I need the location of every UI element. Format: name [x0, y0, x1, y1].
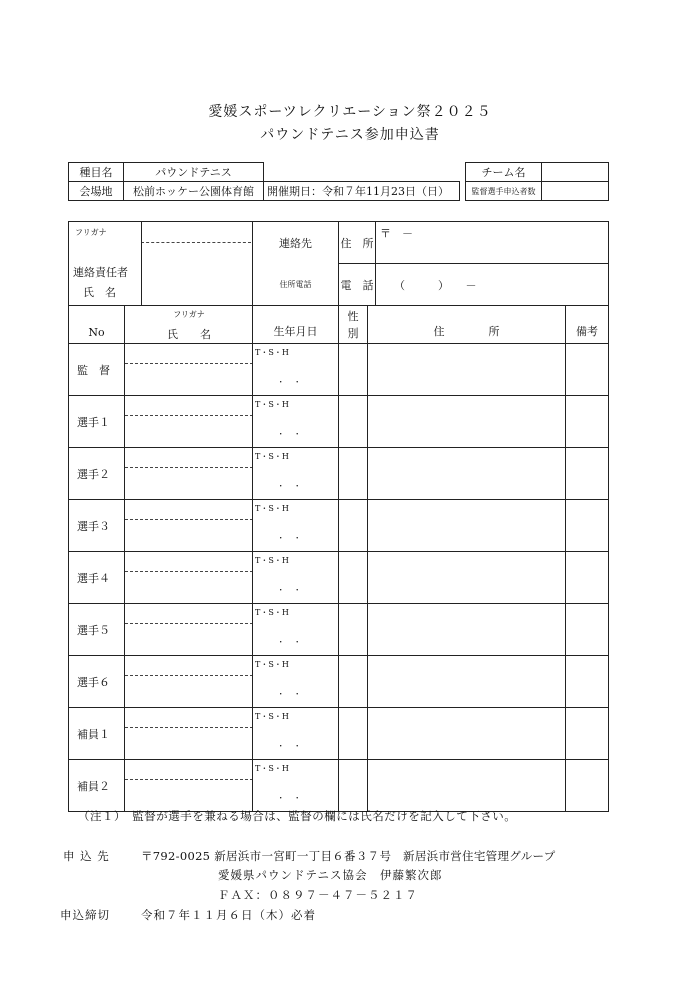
apply-address: 〒792-0025 新居浜市一宮町一丁目６番３７号 新居浜市営住宅管理グループ [141, 849, 556, 863]
apply-association: 愛媛県パウンドテニス協会 伊藤繁次郎 [218, 868, 443, 882]
row-remarks-cell[interactable] [566, 552, 609, 604]
date-dots: ． ． [279, 632, 307, 645]
era-prefix: T・S・H [255, 400, 289, 409]
row-name-cell[interactable] [125, 760, 253, 812]
row-name-cell[interactable] [125, 552, 253, 604]
col-birth: 生年月日 [253, 306, 339, 344]
date-dots: ． ． [279, 684, 307, 697]
row-name-cell[interactable] [125, 396, 253, 448]
row-remarks-cell[interactable] [566, 708, 609, 760]
row-gender-cell[interactable] [339, 396, 368, 448]
row-name-cell[interactable] [125, 500, 253, 552]
row-remarks-cell[interactable] [566, 448, 609, 500]
row-birth-cell[interactable] [253, 604, 339, 656]
deadline-value: 令和７年１１月６日（木）必着 [141, 908, 316, 922]
event-value: パウンドテニス [124, 163, 264, 182]
date-dots: ． ． [279, 736, 307, 749]
roster-row [69, 344, 609, 396]
contact-label: 連絡先 [253, 222, 339, 264]
team-info-table [465, 162, 609, 201]
count-field[interactable] [542, 182, 609, 201]
contact-person-cell [69, 222, 253, 306]
row-address-cell[interactable] [368, 396, 566, 448]
col-remarks: 備考 [566, 306, 609, 344]
row-address-cell[interactable] [368, 708, 566, 760]
roster-row [69, 708, 609, 760]
row-label: 選手３ [69, 500, 125, 552]
era-prefix: T・S・H [255, 712, 289, 721]
roster-row [69, 500, 609, 552]
row-birth-cell[interactable] [253, 396, 339, 448]
col-name [125, 306, 253, 344]
form-title: 愛媛スポーツレクリエーション祭２０２５ [208, 104, 492, 120]
col-name-label: 氏 名 [167, 328, 211, 341]
venue-label: 会場地 [69, 182, 124, 201]
row-remarks-cell[interactable] [566, 396, 609, 448]
row-label: 監 督 [69, 344, 125, 396]
row-label: 選手１ [69, 396, 125, 448]
row-birth-cell[interactable] [253, 448, 339, 500]
row-name-cell[interactable] [125, 656, 253, 708]
date-dots: ． ． [279, 580, 307, 593]
row-remarks-cell[interactable] [566, 344, 609, 396]
row-birth-cell[interactable] [253, 656, 339, 708]
row-gender-cell[interactable] [339, 708, 368, 760]
row-address-cell[interactable] [368, 604, 566, 656]
row-address-cell[interactable] [368, 344, 566, 396]
row-birth-cell[interactable] [253, 708, 339, 760]
phone-label: 電 話 [339, 264, 376, 306]
row-gender-cell[interactable] [339, 500, 368, 552]
era-prefix: T・S・H [255, 348, 289, 357]
team-label: チーム名 [466, 163, 542, 182]
phone-small-label: 住所電話 [253, 264, 339, 306]
team-name-field[interactable] [542, 163, 609, 182]
row-remarks-cell[interactable] [566, 500, 609, 552]
row-gender-cell[interactable] [339, 604, 368, 656]
date-dots: ． ． [279, 424, 307, 437]
roster-row [69, 760, 609, 812]
row-address-cell[interactable] [368, 760, 566, 812]
row-gender-cell[interactable] [339, 344, 368, 396]
roster-row [69, 448, 609, 500]
era-prefix: T・S・H [255, 764, 289, 773]
roster-row [69, 552, 609, 604]
row-name-cell[interactable] [125, 344, 253, 396]
era-prefix: T・S・H [255, 504, 289, 513]
era-prefix: T・S・H [255, 556, 289, 565]
roster-row [69, 656, 609, 708]
row-gender-cell[interactable] [339, 552, 368, 604]
row-address-cell[interactable] [368, 448, 566, 500]
contact-person-label: 連絡責任者 [73, 266, 128, 279]
col-gender-top: 性 [347, 309, 359, 323]
row-label: 選手６ [69, 656, 125, 708]
row-label: 選手４ [69, 552, 125, 604]
address-label: 住 所 [339, 222, 376, 264]
col-no: No [69, 306, 125, 344]
row-remarks-cell[interactable] [566, 604, 609, 656]
col-furigana: フリガナ [173, 310, 205, 319]
row-birth-cell[interactable] [253, 500, 339, 552]
roster-row [69, 604, 609, 656]
roster-row [69, 396, 609, 448]
form-subtitle: パウンドテニス参加申込書 [260, 127, 440, 143]
date-dots: ． ． [279, 476, 307, 489]
apply-fax: ＦＡＸ：０８９７－４７－５２１７ [218, 888, 418, 902]
apply-label: 申 込 先 [63, 849, 110, 863]
row-gender-cell[interactable] [339, 656, 368, 708]
row-address-cell[interactable] [368, 656, 566, 708]
row-remarks-cell[interactable] [566, 656, 609, 708]
era-prefix: T・S・H [255, 660, 289, 669]
row-birth-cell[interactable] [253, 344, 339, 396]
row-label: 補員２ [69, 760, 125, 812]
contact-name-label: 氏 名 [83, 286, 116, 299]
row-name-cell[interactable] [125, 448, 253, 500]
row-name-cell[interactable] [125, 708, 253, 760]
col-gender [339, 306, 368, 344]
col-gender-bottom: 別 [347, 326, 359, 340]
date-dots: ． ． [279, 528, 307, 541]
event-label: 種目名 [69, 163, 124, 182]
col-address: 住 所 [368, 306, 566, 344]
venue-value: 松前ホッケー公園体育館 [124, 182, 264, 201]
row-address-cell[interactable] [368, 552, 566, 604]
era-prefix: T・S・H [255, 452, 289, 461]
deadline-label: 申込締切 [60, 908, 110, 922]
row-gender-cell[interactable] [339, 760, 368, 812]
row-birth-cell[interactable] [253, 760, 339, 812]
note-text: （注１） 監督が選手を兼ねる場合は、監督の欄には氏名だけを記入して下さい。 [78, 809, 517, 823]
count-label: 監督選手申込者数 [466, 182, 542, 201]
row-label: 補員１ [69, 708, 125, 760]
row-birth-cell[interactable] [253, 552, 339, 604]
roster-table [68, 221, 609, 812]
contact-furigana-field[interactable] [141, 242, 251, 243]
event-info-table [68, 162, 460, 201]
row-label: 選手２ [69, 448, 125, 500]
row-address-cell[interactable] [368, 500, 566, 552]
row-remarks-cell[interactable] [566, 760, 609, 812]
era-prefix: T・S・H [255, 608, 289, 617]
contact-address-field[interactable]: 〒 － [376, 222, 609, 264]
date-dots: ． ． [279, 788, 307, 801]
row-label: 選手５ [69, 604, 125, 656]
row-name-cell[interactable] [125, 604, 253, 656]
contact-furigana-label: フリガナ [75, 228, 107, 237]
date-dots: ． ． [279, 372, 307, 385]
contact-phone-field[interactable]: （ ） － [376, 264, 609, 306]
row-gender-cell[interactable] [339, 448, 368, 500]
event-date: 開催期日：令和７年11月23日（日） [264, 182, 460, 201]
